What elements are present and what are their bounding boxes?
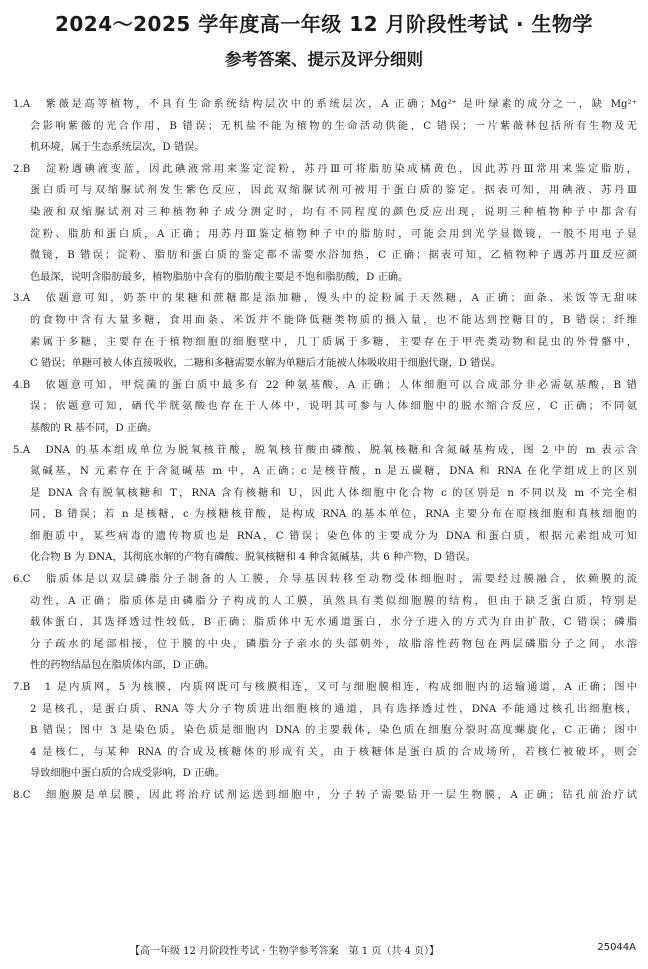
answer-line: 2.B 淀粉遇碘液变蓝，因此碘液常用来鉴定淀粉，苏丹Ⅲ可将脂肪染成橘黄色，因此苏丹Ⅲ常用来鉴定脂肪，: [13, 163, 637, 175]
answer-line: 的食物中含有大量多糖，食用面条、米饭并不能降低糖类物质的摄入量，也不能达到控糖目的，B 错误；纤维: [30, 314, 637, 326]
answer-line: 细胞质中，某些病毒的遗传物质也是 RNA，C 错误；染色体的主要成分为 DNA 和蛋白质，根据元素组成可知: [30, 530, 637, 542]
answer-line: 导致细胞中蛋白质的合成受影响，D 正确。: [30, 768, 225, 780]
footer-code: 25044A: [597, 942, 636, 953]
answer-list: [13, 94, 637, 807]
answer-line: 4 是核仁，与某种 RNA 的合成及核糖体的形成有关，由于核糖体是蛋白质的合成场所，若核仁被破坏，则会: [30, 746, 637, 758]
answer-line: 会影响紫薇的光合作用，B 错误；无机盐不能为植物的生命活动供能，C 错误；一片紫薇林包括所有生物及无: [30, 120, 637, 132]
answer-line: 2 是核孔，是蛋白质、RNA 等大分子物质进出细胞核的通道，具有选择透过性，DNA 不能通过核孔出细胞核，: [30, 703, 637, 715]
answer-line: 4.B 依题意可知，甲烷菌的蛋白质中最多有 22 种氨基酸，A 正确；人体细胞可以合成部分非必需氨基酸，B 错: [13, 379, 637, 391]
answer-item-6: [13, 569, 637, 677]
answer-line: 素属于多糖，主要存在于植物细胞的细胞壁中，几丁质属于多糖，主要存在于甲壳类动物和昆虫的外骨骼中，: [30, 336, 637, 348]
answer-line: 性的药物结晶包在脂质体内部，D 正确。: [30, 660, 215, 672]
answer-line: 误；依题意可知，硒代半胱氨酸也存在于人体中，说明其可参与人体细胞中的脱水缩合反应，C 正确；不同氨: [30, 401, 637, 413]
answer-line: 氮碱基，N 元素存在于含氮碱基 m 中，A 正确；c 是核苷酸，n 是五碳糖，DNA 和 RNA 在化学组成上的区别: [30, 466, 637, 478]
answer-line: 淀粉、脂肪和蛋白质，A 正确；用苏丹Ⅲ鉴定植物种子中的脂肪时，可能会用到光学显微镜，一般不用电子显: [30, 228, 637, 240]
answer-line: 色最深，说明含脂肪最多，植物脂肪中含有的脂肪酸主要是不饱和脂肪酸，D 正确。: [30, 271, 409, 283]
page-subtitle: 参考答案、提示及评分细则: [225, 50, 423, 69]
page-title: 2024～2025 学年度高一年级 12 月阶段性考试 · 生物学: [54, 12, 594, 36]
answer-line: C 错误；单糖可被人体直接吸收，二糖和多糖需要水解为单糖后才能被人体吸收用于细胞代谢，D 错误。: [30, 358, 501, 370]
answer-item-3: [13, 288, 637, 374]
answer-line: 机环境，属于生态系统层次，D 错误。: [30, 142, 205, 154]
answer-item-1: [13, 94, 637, 159]
answer-line: 8.C 细胞膜是单层膜，因此将治疗试剂运送到细胞中，分子转子需要钻开一层生物膜，A 正确；钻孔前治疗试: [13, 790, 637, 801]
answer-item-8: [13, 785, 637, 807]
answer-line: 是 DNA 含有脱氧核糖和 T，RNA 含有核糖和 U，因此人体细胞中化合物 c 的区别是 n 不同以及 m 不完全相: [30, 487, 637, 499]
answer-line: 6.C 脂质体是以双层磷脂分子制备的人工膜，介导基因转移至动物受体细胞时，需要经过膜融合，依赖膜的流: [13, 574, 637, 586]
answer-line: 分子疏水的尾部相接，位于膜的中央，磷脂分子亲水的头部朝外，故脂溶性药物包在两层磷脂分子之间，水溶: [30, 638, 637, 650]
footer-page-info: 【高一年级 12 月阶段性考试 · 生物学参考答案 第 1 页（共 4 页）】: [130, 946, 440, 957]
answer-line: 7.B 1 是内质网，5 为核膜，内质网既可与核膜相连，又可与细胞膜相连，构成细胞内的运输通道，A 正确；图中: [13, 682, 637, 694]
answer-line: 蛋白质可与双缩脲试剂发生紫色反应，因此双缩脲试剂可被用于蛋白质的鉴定。据表可知，用碘液、苏丹Ⅲ: [30, 185, 637, 197]
answer-line: 3.A 依题意可知，奶茶中的果糖和蔗糖都是添加糖，馒头中的淀粉属于天然糖，A 正确；面条、米饭等无甜味: [13, 293, 637, 305]
answer-line: 动性，A 正确；脂质体是由磷脂分子构成的人工膜，虽然具有类似细胞膜的结构，但由于缺乏蛋白质，特别是: [30, 595, 637, 607]
answer-line: B 错误；图中 3 是染色质，染色质是细胞内 DNA 的主要载体，染色质在细胞分裂时高度螺旋化，C 正确；图中: [30, 725, 637, 737]
answer-item-5: [13, 440, 637, 570]
answer-line: 载体蛋白，其选择透过性较低，B 正确；脂质体中无水通道蛋白，水分子进入的方式为自由扩散，C 错误；磷脂: [30, 617, 637, 629]
answer-line: 化合物 B 为 DNA，其彻底水解的产物有磷酸、脱氧核糖和 4 种含氮碱基，共 6 种产物，D 错误。: [30, 552, 476, 564]
answer-line: 微镜，B 错误；淀粉、脂肪和蛋白质的鉴定都不需要水浴加热，C 正确；据表可知，乙植物种子遇苏丹Ⅲ反应颜: [30, 250, 637, 262]
answer-line: 染液和双缩脲试剂对三种植物种子成分测定时，均有不同程度的颜色反应出现，说明三种植物种子中都含有: [30, 206, 637, 218]
page-footer: [0, 938, 648, 958]
answer-item-2: [13, 159, 637, 289]
answer-line: 基酸的 R 基不同，D 正确。: [30, 422, 158, 434]
answer-item-4: [13, 375, 637, 440]
answer-line: 1.A 紫薇是高等植物，不具有生命系统结构层次中的系统层次，A 正确；Mg²⁺ 是叶绿素的成分之一，缺 Mg²⁺: [13, 99, 637, 110]
answer-item-7: [13, 677, 637, 785]
answer-line: 5.A DNA 的基本组成单位为脱氧核苷酸，脱氧核苷酸由磷酸、脱氧核糖和含氮碱基构成，图 2 中的 m 表示含: [13, 444, 637, 456]
answer-line: 同，B 错误；若 n 是核糖，c 为核糖核苷酸，是构成 RNA 的基本单位，RNA 主要分布在原核细胞和真核细胞的: [30, 509, 637, 521]
